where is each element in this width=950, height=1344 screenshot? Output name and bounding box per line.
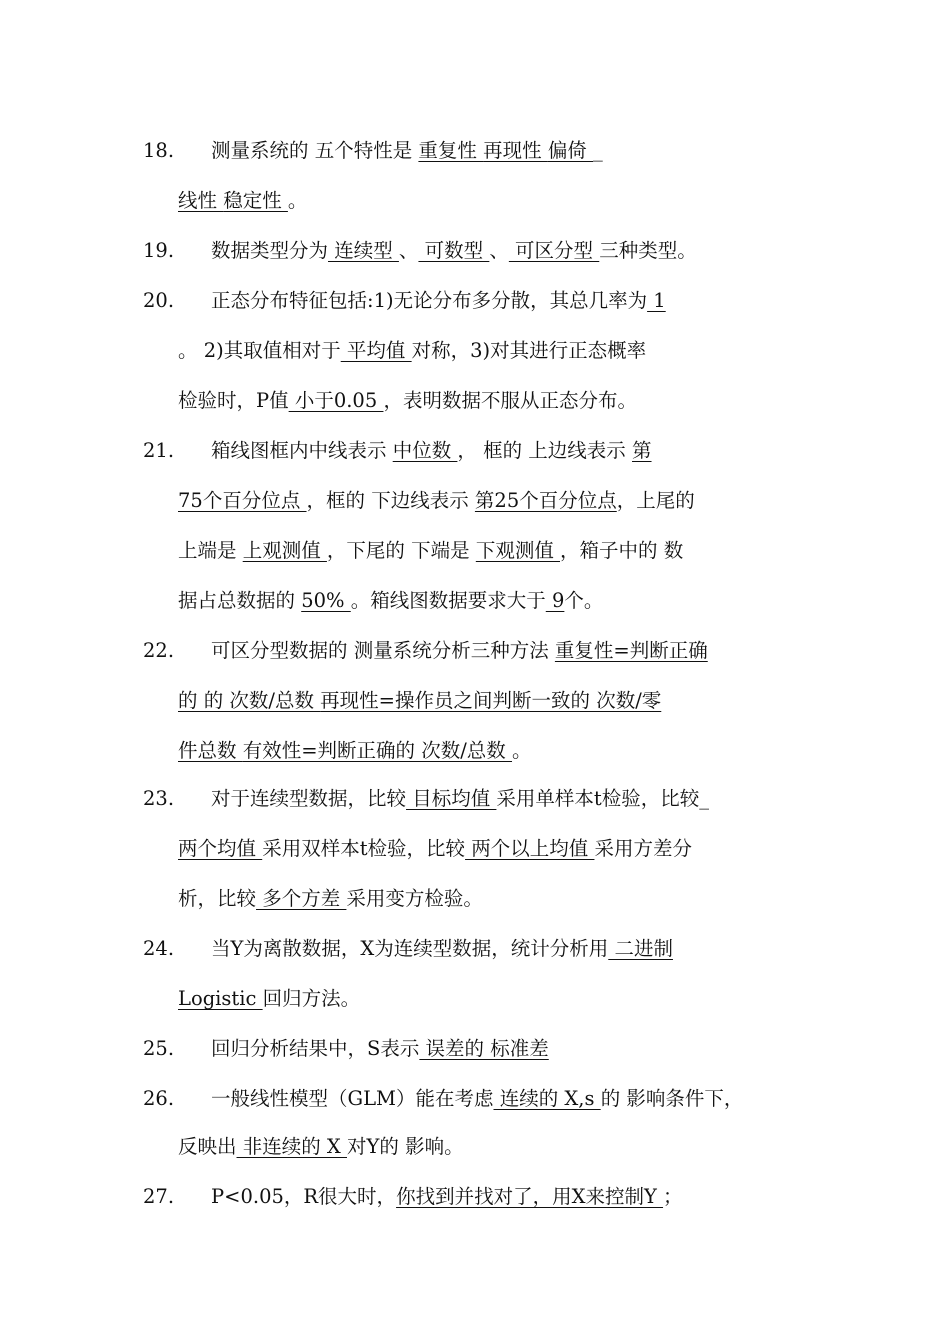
question-number: 26. (143, 1087, 175, 1110)
question-number: 23. (143, 787, 175, 810)
text-segment: 采用双样本t检验，比较 (262, 837, 466, 860)
answer-blank: 有效性=判断正确的 次数/总数 (242, 739, 513, 762)
text-segment: 、 (489, 239, 509, 262)
answer-blank: 件总数 (178, 739, 243, 762)
text-segment: 可区分型数据的 测量系统分析三种方法 (211, 639, 555, 662)
question-text (211, 284, 666, 318)
question-text (211, 1180, 683, 1214)
answer-blank: 50% (301, 589, 351, 612)
question-text (178, 684, 661, 718)
line-24-cont (0, 982, 950, 1016)
line-21-cont-3 (0, 584, 950, 618)
line-23-cont-2 (0, 882, 950, 916)
question-text (211, 434, 652, 468)
text-segment: 。 2)其取值相对于 (178, 339, 341, 362)
question-text (211, 634, 708, 668)
answer-blank: 两个以上均值 (465, 837, 595, 860)
answer-blank: 重复性 (418, 139, 484, 162)
line-18 (0, 134, 950, 168)
answer-blank: 再现性=操作员之间判断一致的 次数/零 (320, 689, 662, 712)
line-26-cont (0, 1130, 950, 1164)
question-number: 19. (143, 239, 175, 262)
text-segment: 回归方法。 (262, 987, 361, 1010)
answer-blank: 非连续的 X (236, 1135, 347, 1158)
text-segment: ，箱子中的 数 (560, 539, 684, 562)
answer-blank: 1 (647, 289, 666, 312)
text-segment: ，表明数据不服从正态分布。 (383, 389, 637, 412)
text-segment: 检验时，P值 (178, 389, 289, 412)
question-text (178, 334, 646, 368)
line-21-cont-1 (0, 484, 950, 518)
line-23-cont-1 (0, 832, 950, 866)
line-22-cont-2 (0, 734, 950, 768)
question-number: 20. (143, 289, 175, 312)
question-text (211, 782, 709, 816)
text-segment: _ (593, 139, 603, 162)
text-segment: 采用方差分 (594, 837, 692, 860)
answer-blank: Logistic (178, 987, 263, 1010)
answer-blank: 上观测值 (242, 539, 327, 562)
question-text (211, 932, 673, 966)
answer-blank: 第25个百分位点 (474, 489, 617, 512)
answer-blank: 中位数 (392, 439, 458, 462)
answer-blank: 两个均值 (178, 837, 263, 860)
text-segment: 的 影响条件下， (600, 1087, 744, 1110)
question-text (211, 1082, 743, 1116)
text-segment: ，上尾的 (616, 489, 695, 512)
line-24 (0, 932, 950, 966)
text-segment: P<0.05，R很大时， (211, 1185, 397, 1208)
text-segment: 对Y的 影响。 (347, 1135, 464, 1158)
line-21-cont-2 (0, 534, 950, 568)
text-segment: 一般线性模型（GLM）能在考虑 (211, 1087, 494, 1110)
text-segment: ，下尾的 下端是 (326, 539, 476, 562)
answer-blank: 二进制 (608, 937, 673, 960)
line-27 (0, 1180, 950, 1214)
answer-blank: 你找到并找对了，用X来控制Y (396, 1185, 664, 1208)
text-segment: 测量系统的 五个特性是 (211, 139, 419, 162)
answer-blank: 第 (632, 439, 652, 462)
text-segment: 三种类型。 (599, 239, 697, 262)
line-20 (0, 284, 950, 318)
text-segment: ，框的 下边线表示 (306, 489, 475, 512)
answer-blank: 可区分型 (508, 239, 600, 262)
question-number: 22. (143, 639, 175, 662)
text-segment: 据占总数据的 (178, 589, 302, 612)
line-21 (0, 434, 950, 468)
answer-blank: 稳定性 (223, 189, 288, 212)
answer-blank: 平均值 (340, 339, 412, 362)
question-number: 18. (143, 139, 175, 162)
question-number: 25. (143, 1037, 175, 1060)
question-number: 24. (143, 937, 175, 960)
answer-blank: 可数型 (418, 239, 490, 262)
text-segment: 上端是 (178, 539, 243, 562)
question-text (211, 234, 697, 268)
text-segment: 。箱线图数据要求大于 (350, 589, 546, 612)
question-text (178, 982, 360, 1016)
text-segment: 采用变方检验。 (346, 887, 483, 910)
answer-blank: 的 的 次数/总数 (178, 689, 321, 712)
text-segment: 箱线图框内中线表示 (211, 439, 393, 462)
line-26 (0, 1082, 950, 1116)
question-text (178, 832, 692, 866)
answer-blank: 偏倚 (547, 139, 594, 162)
answer-blank: 小于0.05 (288, 389, 384, 412)
answer-blank: 再现性 (483, 139, 548, 162)
answer-blank: 目标均值 (406, 787, 497, 810)
question-text (211, 134, 603, 168)
question-text (211, 1032, 549, 1066)
text-segment: 回归分析结果中，S表示 (211, 1037, 420, 1060)
text-segment: 、 (398, 239, 419, 262)
answer-blank: 下观测值 (475, 539, 561, 562)
answer-blank: 9 (545, 589, 565, 612)
text-segment: 。 (287, 189, 308, 212)
answer-blank: 75个百分位点 (178, 489, 307, 512)
question-text (178, 882, 483, 916)
text-segment: 析，比较 (178, 887, 257, 910)
question-text (178, 734, 532, 768)
line-20-cont-2 (0, 384, 950, 418)
answer-blank: 重复性=判断正确 (554, 639, 708, 662)
line-25 (0, 1032, 950, 1066)
answer-blank: 连续的 X,s (493, 1087, 601, 1110)
text-segment: 数据类型分为 (211, 239, 329, 262)
text-segment: 对于连续型数据，比较 (211, 787, 407, 810)
text-segment: 采用单样本t检验，比较 (496, 787, 700, 810)
line-19 (0, 234, 950, 268)
text-segment: 个。 (564, 589, 604, 612)
line-18-cont (0, 184, 950, 218)
answer-blank: 线性 (178, 189, 224, 212)
question-text (178, 1130, 464, 1164)
text-segment: 对称，3)对其进行正态概率 (411, 339, 647, 362)
question-text (178, 484, 695, 518)
text-segment: ， 框的 上边线表示 (457, 439, 633, 462)
question-text (178, 184, 307, 218)
text-segment: 当Y为离散数据，X为连续型数据，统计分析用 (211, 937, 609, 960)
text-segment: 正态分布特征包括:1)无论分布多分散，其总几率为 (211, 289, 648, 312)
answer-blank: 多个方差 (256, 887, 347, 910)
line-20-cont-1 (0, 334, 950, 368)
answer-blank: 误差的 标准差 (419, 1037, 549, 1060)
line-22 (0, 634, 950, 668)
question-number: 21. (143, 439, 175, 462)
line-23 (0, 782, 950, 816)
text-segment: 反映出 (178, 1135, 237, 1158)
answer-blank: 连续型 (328, 239, 399, 262)
question-text (178, 584, 603, 618)
text-segment: 。 (512, 739, 532, 762)
line-22-cont-1 (0, 684, 950, 718)
question-number: 27. (143, 1185, 175, 1208)
question-text (178, 384, 637, 418)
text-segment: _ (699, 787, 710, 810)
question-text (178, 534, 683, 568)
text-segment: ； (663, 1185, 683, 1208)
